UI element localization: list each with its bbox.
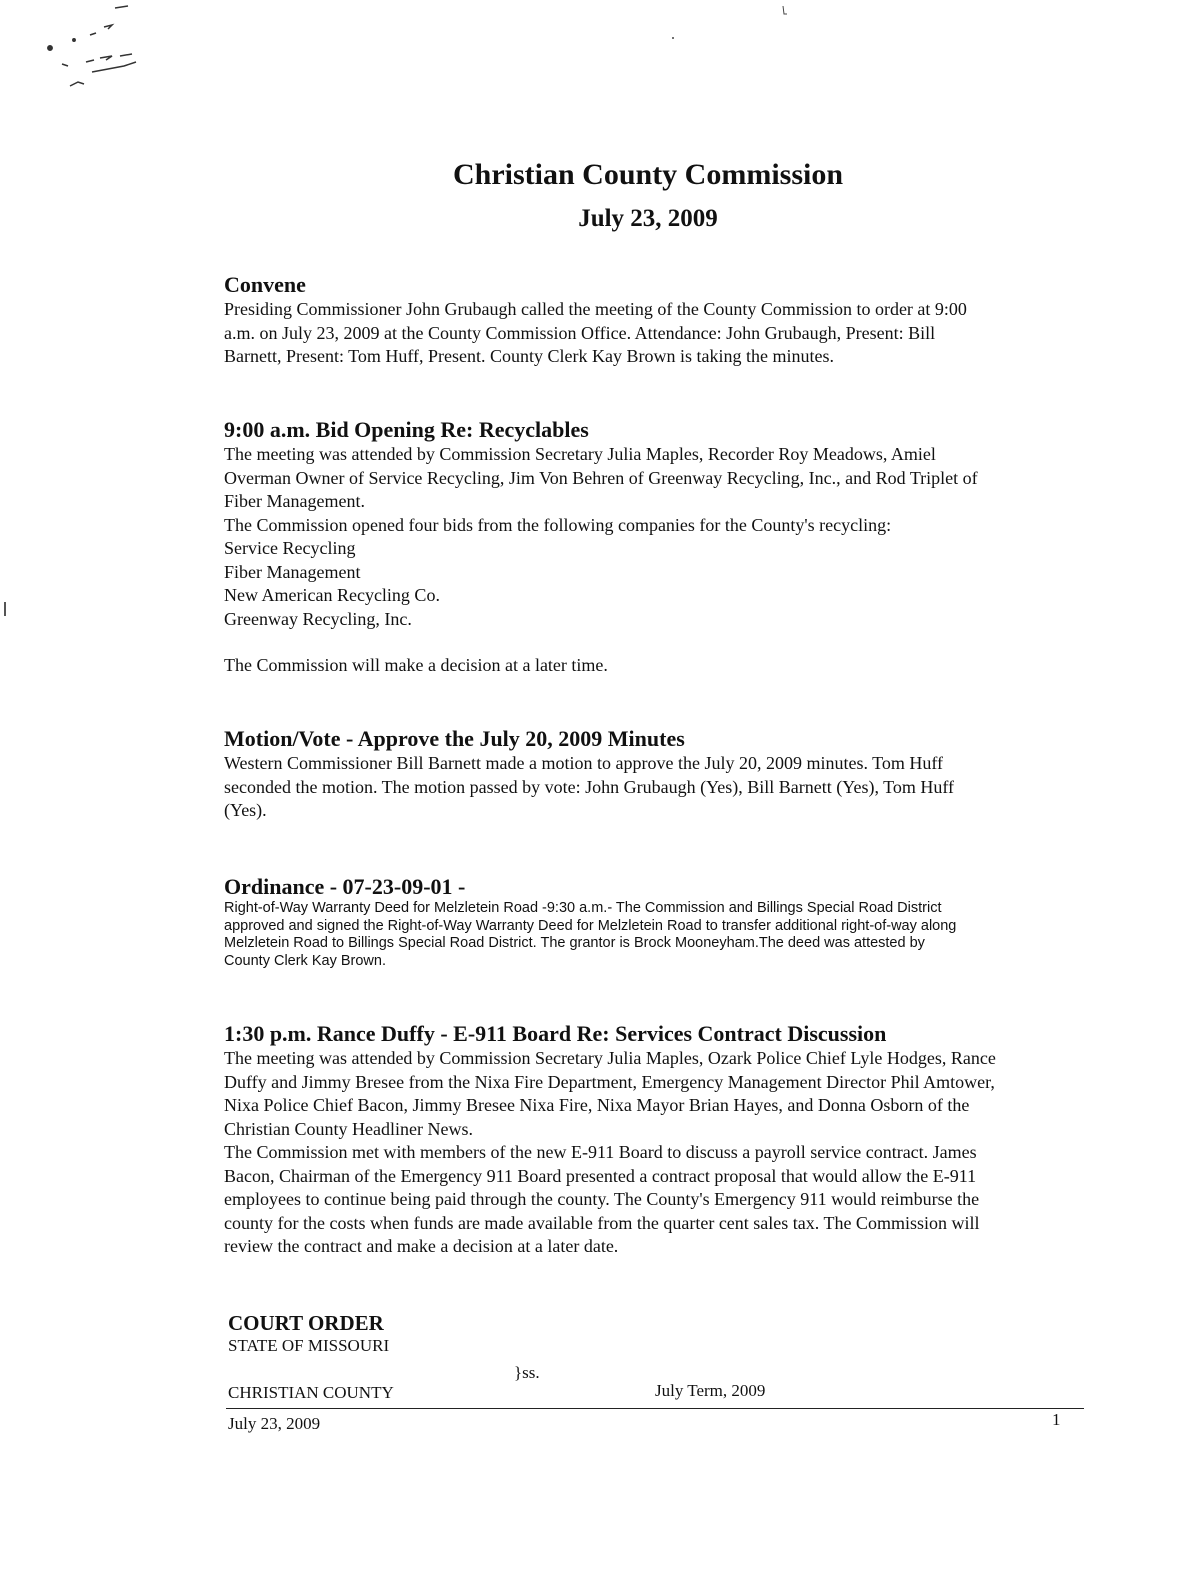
section-convene — [224, 272, 1074, 369]
court-order-heading: COURT ORDER — [228, 1311, 384, 1335]
text-line: The Commission met with members of the new E-911 Board to discuss a payroll service contract. James — [224, 1142, 977, 1162]
court-order-state: STATE OF MISSOURI — [228, 1336, 390, 1355]
section-heading: Ordinance - 07-23-09-01 - — [224, 874, 466, 899]
text-line: approved and signed the Right-of-Way Warranty Deed for Melzletein Road to transfer additional right-of-way along — [224, 917, 957, 934]
court-order-ss: }ss. — [514, 1363, 540, 1382]
page-number: 1 — [1052, 1410, 1061, 1429]
text-line: employees to continue being paid through the county. The County's Emergency 911 would reimburse the — [224, 1189, 980, 1209]
document-title: Christian County Commission — [452, 158, 844, 191]
section-ordinance — [224, 874, 1074, 970]
section-heading: 1:30 p.m. Rance Duffy - E-911 Board Re: Services Contract Discussion — [224, 1021, 887, 1046]
section-e911 — [224, 1021, 1074, 1259]
text-line: (Yes). — [224, 800, 267, 820]
section-body — [224, 752, 1074, 823]
section-heading: 9:00 a.m. Bid Opening Re: Recyclables — [224, 417, 589, 442]
court-order-term: July Term, 2009 — [655, 1381, 766, 1400]
footer-date: July 23, 2009 — [228, 1414, 321, 1433]
bidder-item: Fiber Management — [224, 561, 361, 582]
section-motion — [224, 726, 1074, 823]
court-order-county: CHRISTIAN COUNTY — [228, 1383, 394, 1402]
text-line: Duffy and Jimmy Bresee from the Nixa Fire Department, Emergency Management Director Phil Amtower, — [224, 1071, 995, 1092]
bidder-item: Service Recycling — [224, 538, 356, 558]
text-line: The Commission opened four bids from the following companies for the County's recycling: — [224, 514, 892, 535]
text-line: Presiding Commissioner John Grubaugh called the meeting of the County Commission to order at 9:00 — [224, 299, 967, 319]
section-body — [224, 1047, 1074, 1259]
scan-mark-top — [0, 0, 1200, 60]
section-heading: Motion/Vote - Approve the July 20, 2009 Minutes — [224, 726, 685, 751]
scan-edge-mark — [4, 602, 6, 616]
text-line: Fiber Management. — [224, 491, 365, 511]
bidder-item: Greenway Recycling, Inc. — [224, 608, 412, 629]
section-body — [224, 443, 1074, 678]
text-line: The meeting was attended by Commission Secretary Julia Maples, Recorder Roy Meadows, Amiel — [224, 444, 936, 464]
text-line: The meeting was attended by Commission Secretary Julia Maples, Ozark Police Chief Lyle Hodges, Rance — [224, 1048, 996, 1068]
footer-divider — [226, 1408, 1084, 1409]
text-line: Barnett, Present: Tom Huff, Present. County Clerk Kay Brown is taking the minutes. — [224, 346, 835, 366]
section-body — [224, 900, 1074, 970]
bidder-item: New American Recycling Co. — [224, 585, 440, 605]
text-line: a.m. on July 23, 2009 at the County Commission Office. Attendance: John Grubaugh, Present: Bill — [224, 322, 936, 343]
section-heading: Convene — [224, 272, 306, 297]
section-bid-opening — [224, 417, 1074, 678]
section-body — [224, 298, 1074, 369]
text-line: The Commission will make a decision at a later time. — [224, 655, 608, 675]
text-line: Bacon, Chairman of the Emergency 911 Board presented a contract proposal that would allow the E-911 — [224, 1165, 977, 1186]
text-line: Nixa Police Chief Bacon, Jimmy Bresee Nixa Fire, Nixa Mayor Brian Hayes, and Donna Osborn of the — [224, 1095, 970, 1115]
text-line: Overman Owner of Service Recycling, Jim Von Behren of Greenway Recycling, Inc., and Rod Triplet of — [224, 467, 978, 488]
document-date: July 23, 2009 — [578, 205, 718, 232]
text-line: review the contract and make a decision at a later date. — [224, 1236, 619, 1256]
text-line: County Clerk Kay Brown. — [224, 952, 386, 969]
text-line: Melzletein Road to Billings Special Road District. The grantor is Brock Mooneyham.The deed was attested by — [224, 935, 925, 951]
text-line: Christian County Headliner News. — [224, 1118, 473, 1139]
text-line: Western Commissioner Bill Barnett made a motion to approve the July 20, 2009 minutes. Tom Huff — [224, 753, 944, 773]
text-line: county for the costs when funds are made available from the quarter cent sales tax. The Commission will — [224, 1212, 980, 1233]
text-line: Right-of-Way Warranty Deed for Melzletein Road -9:30 a.m.- The Commission and Billings Special Road District — [224, 900, 942, 916]
text-line: seconded the motion. The motion passed by vote: John Grubaugh (Yes), Bill Barnett (Yes), Tom Huff — [224, 776, 955, 797]
